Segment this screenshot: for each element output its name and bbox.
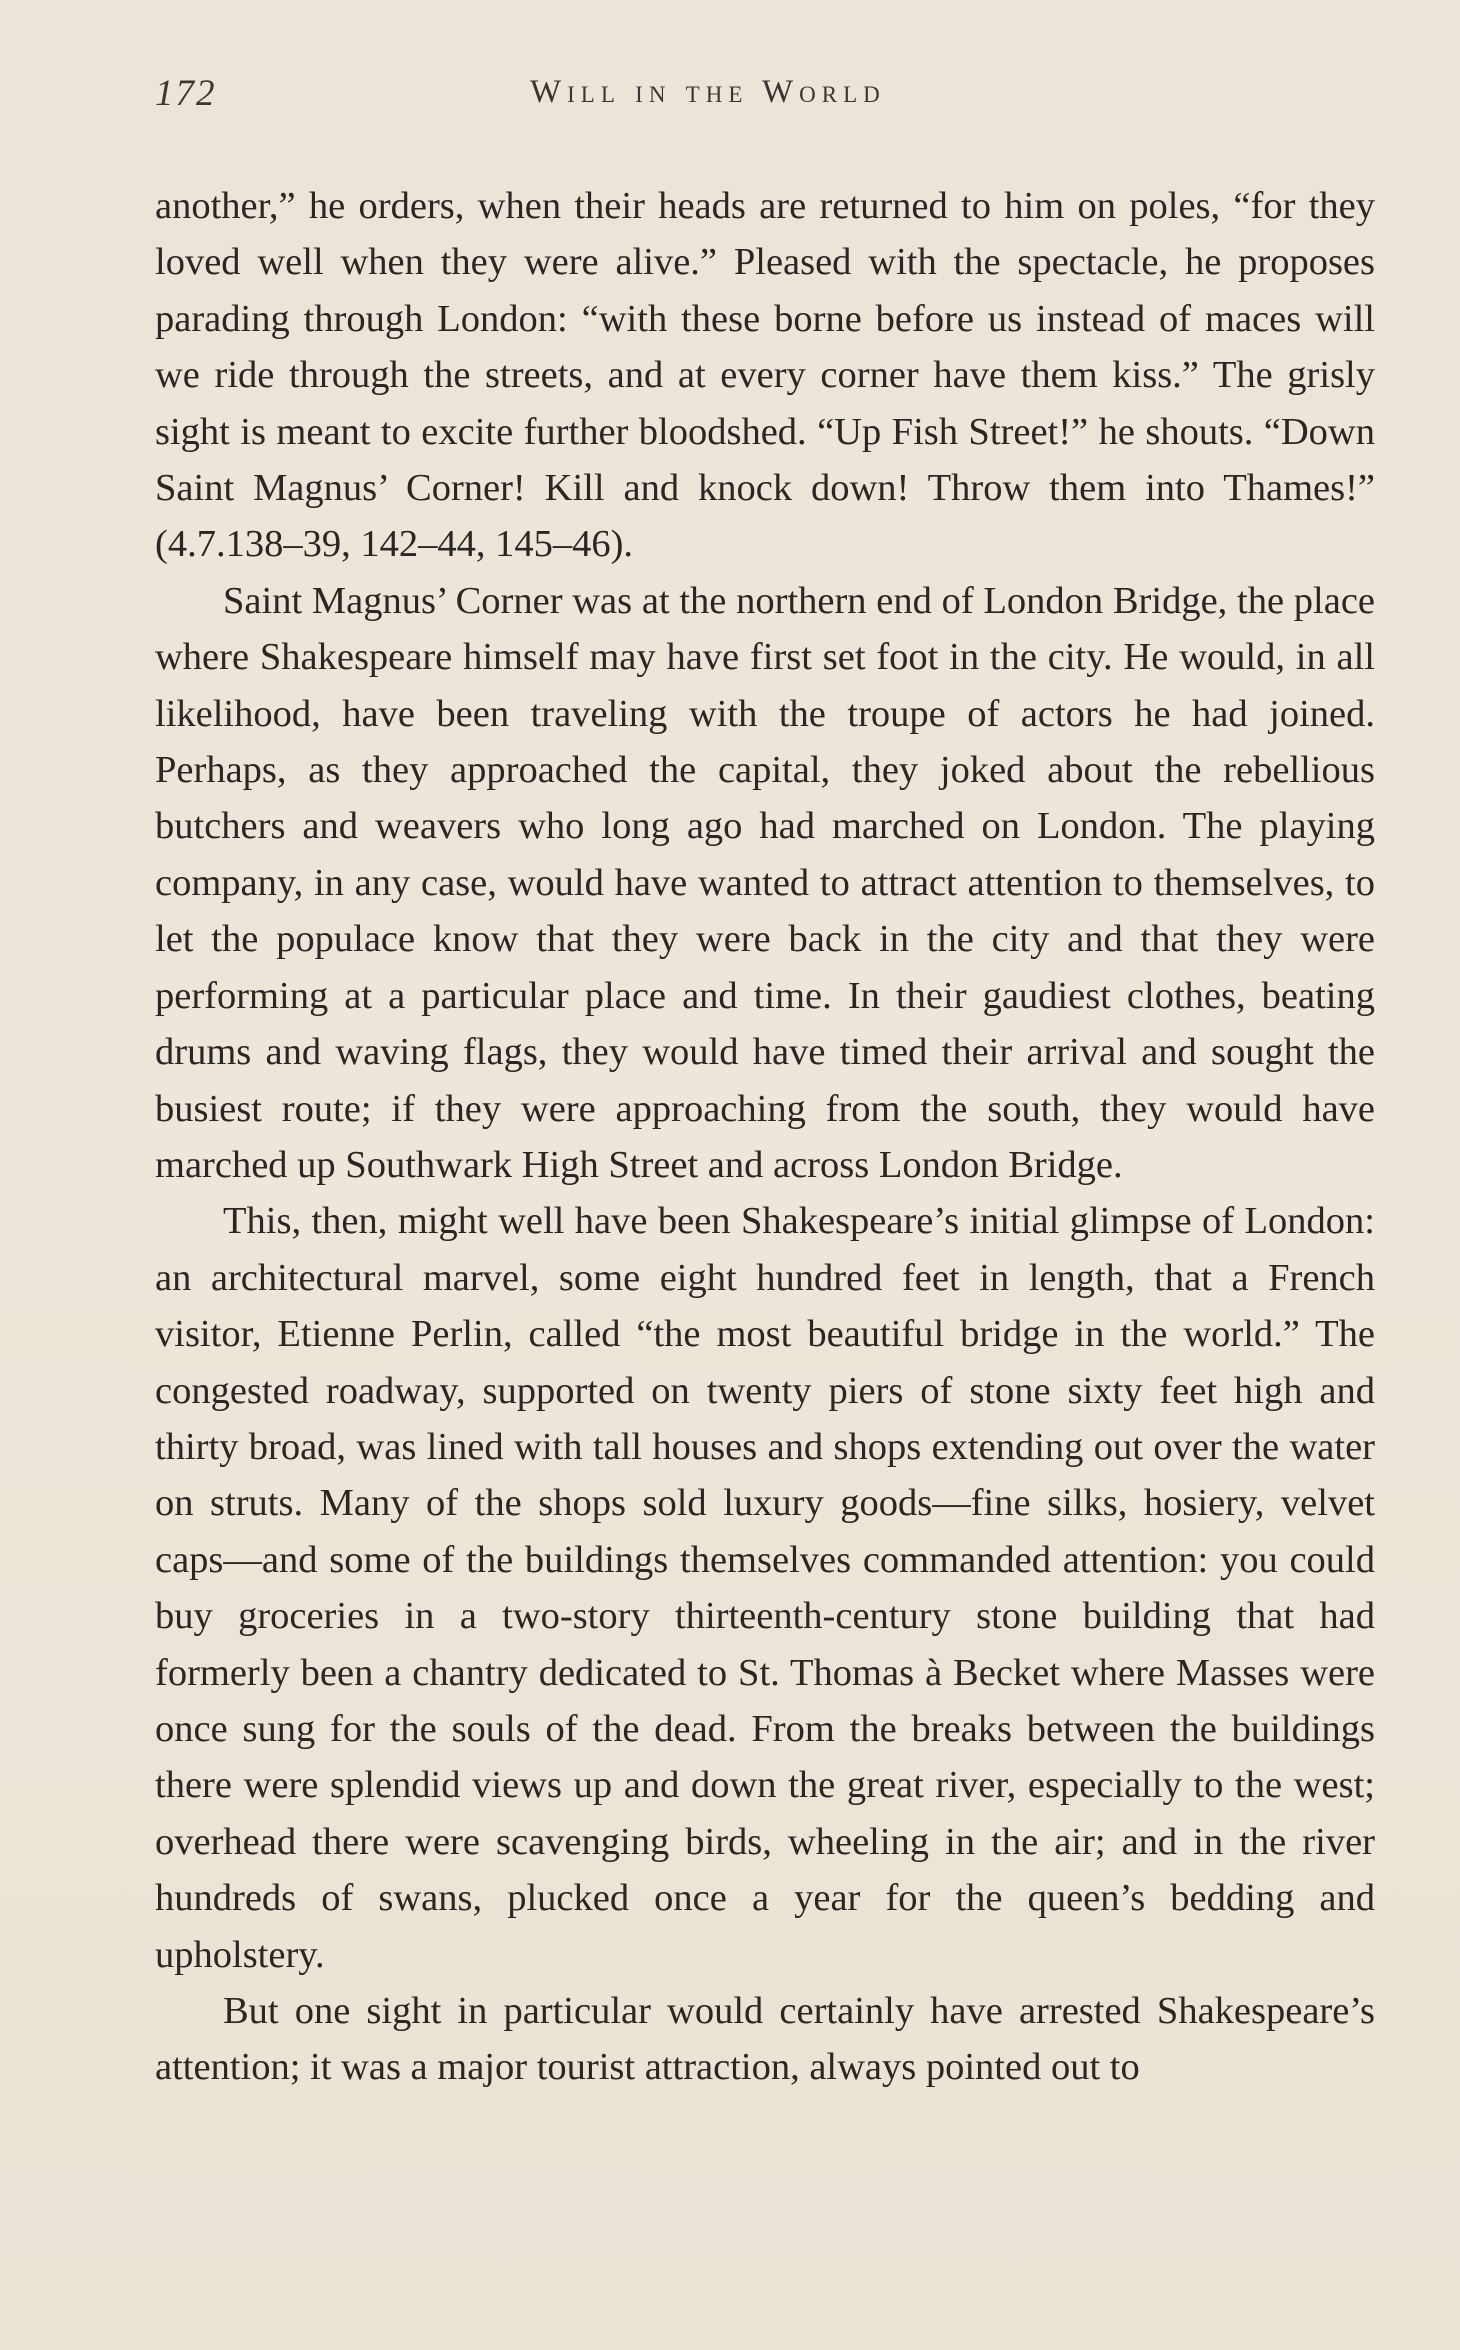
page-number: 172 (155, 73, 217, 114)
page-header (155, 72, 1375, 132)
body-text (155, 178, 1375, 2096)
paragraph-2: Saint Magnus’ Corner was at the northern end of London Bridge, the place where Shakespeare himself may have first set foot in the city. He would, in all likelihood, have been traveling with the troupe of actors he had joined. Perhaps, as they approached the capital, they joked about the rebellious butchers and weavers who long ago had marched on London. The playing company, in any case, would have wanted to attract attention to themselves, to let the populace know that they were back in the city and that they were performing at a particular place and time. In their gaudiest clothes, beating drums and waving flags, they would have timed their arrival and sought the busiest route; if they were approaching from the south, they would have marched up Southwark High Street and across London Bridge. (155, 579, 1375, 1186)
running-title: Will in the World (530, 74, 886, 110)
paragraph-3: This, then, might well have been Shakespeare’s initial glimpse of London: an architectural marvel, some eight hundred feet in length, that a French visitor, Etienne Perlin, called “the most beautiful bridge in the world.” The congested roadway, supported on twenty piers of stone sixty feet high and thirty broad, was lined with tall houses and shops extending out over the water on struts. Many of the shops sold luxury goods—fine silks, hosiery, velvet caps—and some of the buildings themselves commanded attention: you could buy groceries in a two-story thirteenth-century stone building that had formerly been a chantry dedicated to St. Thomas à Becket where Masses were once sung for the souls of the dead. From the breaks between the buildings there were splendid views up and down the great river, especially to the west; overhead there were scavenging birds, wheeling in the air; and in the river hundreds of swans, plucked once a year for the queen’s bedding and upholstery. (155, 1200, 1375, 1976)
paragraph-4: But one sight in particular would certainly have arrested Shakespeare’s attention; it was a major tourist attraction, always pointed out to (155, 1990, 1375, 2089)
paragraph-1: another,” he orders, when their heads are returned to him on poles, “for they loved well when they were alive.” Pleased with the spectacle, he proposes parading through London: “with these borne before us instead of maces will we ride through the streets, and at every corner have them kiss.” The grisly sight is meant to excite further bloodshed. “Up Fish Street!” he shouts. “Down Saint Magnus’ Corner! Kill and knock down! Throw them into Thames!” (4.7.138–39, 142–44, 145–46). (155, 185, 1375, 566)
